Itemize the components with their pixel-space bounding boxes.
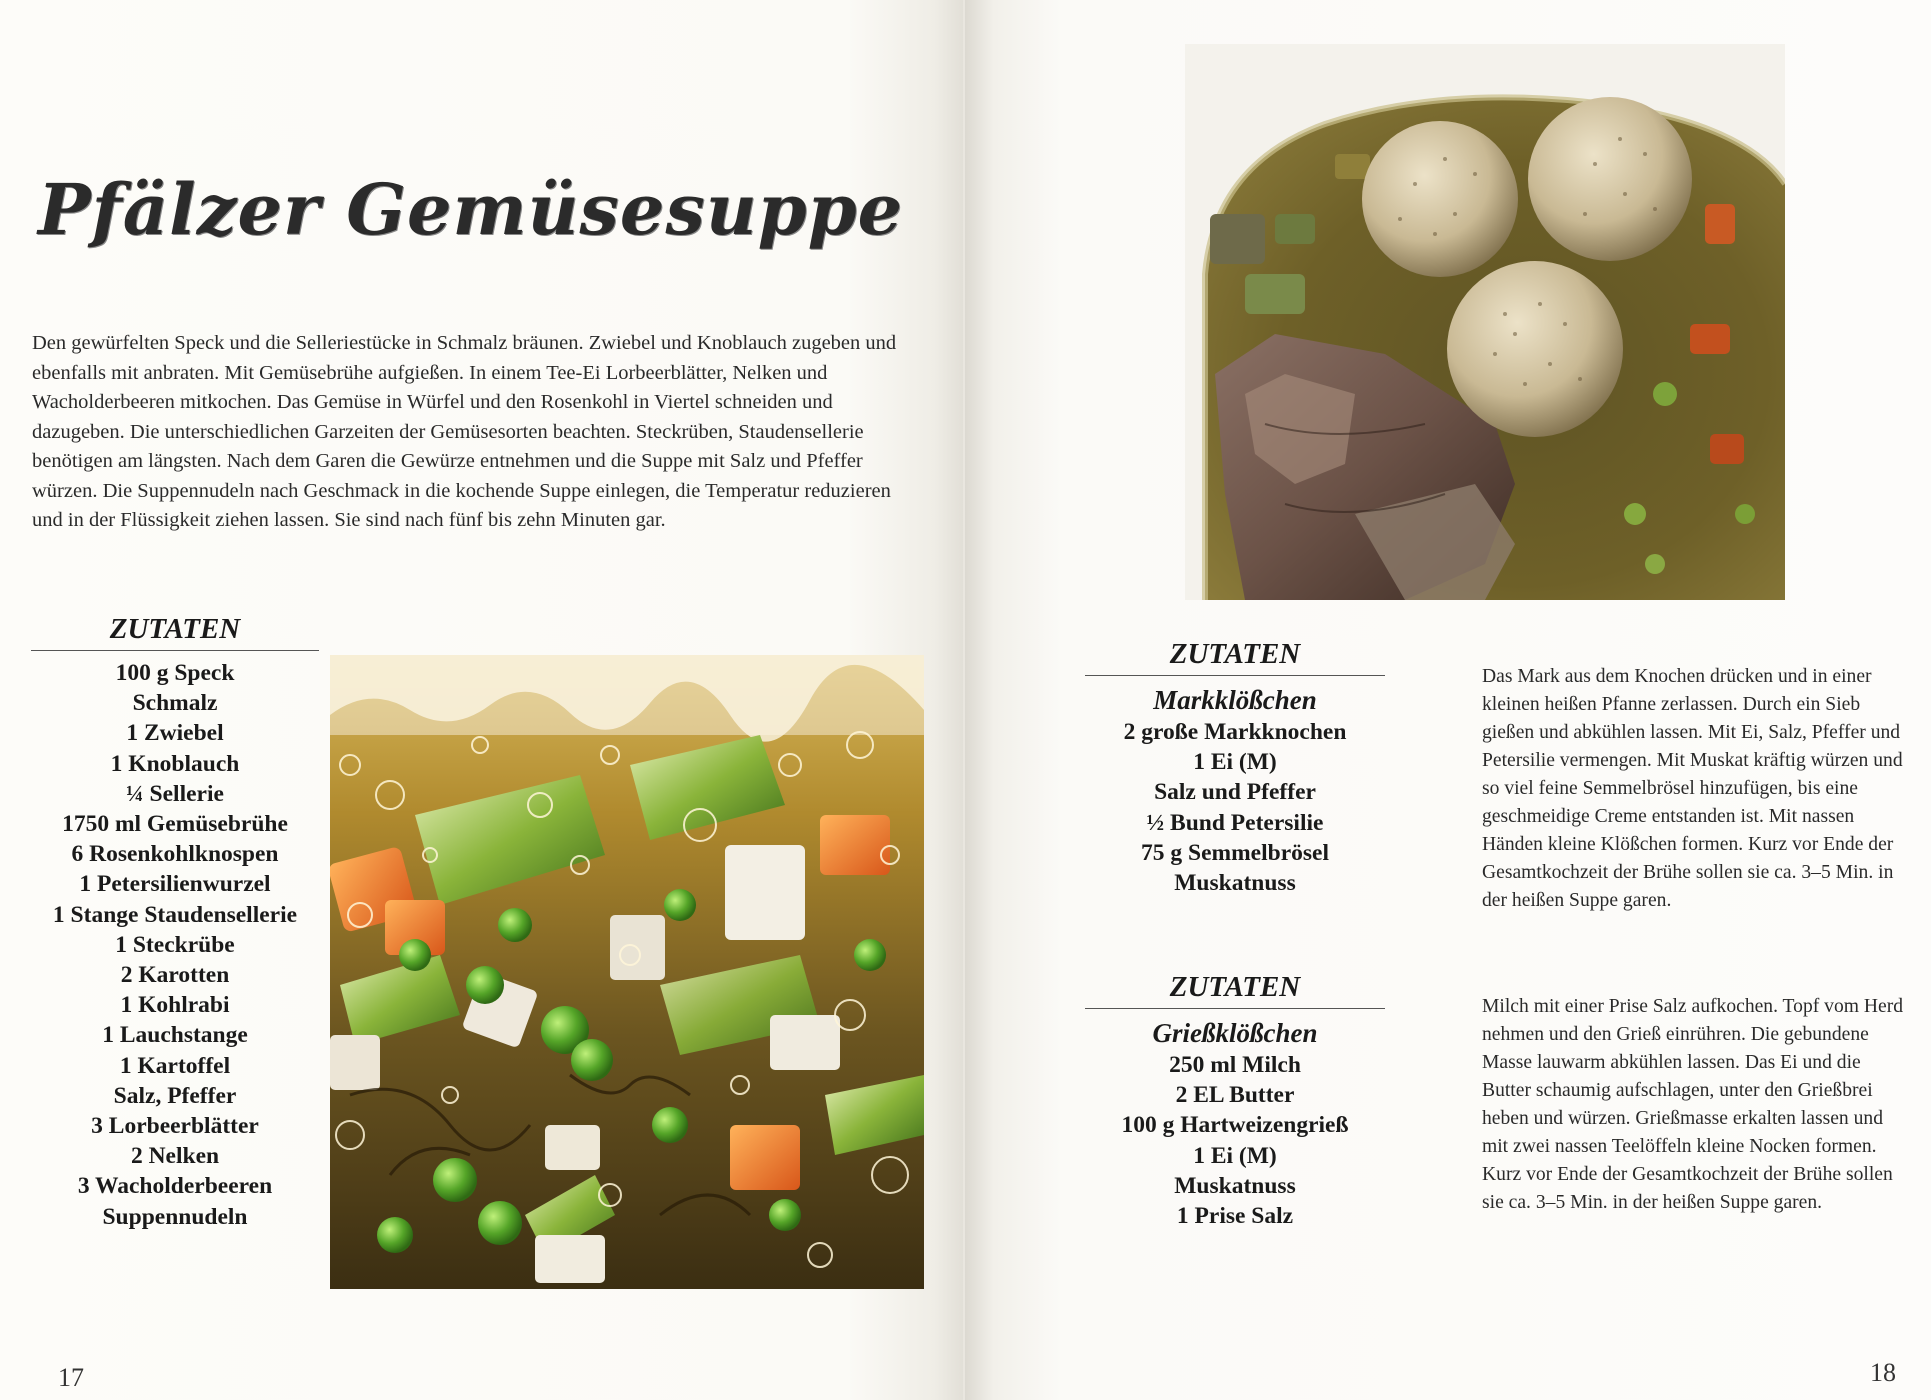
- ingredient-item: 1 Kartoffel: [119, 1052, 231, 1079]
- ingredient-item: 6 Rosenkohlknospen: [71, 841, 279, 868]
- ingredient-item: 1 Knoblauch: [110, 750, 240, 777]
- ingredient-item: Salz und Pfeffer: [1154, 779, 1316, 806]
- page-number-left: 17: [58, 1363, 84, 1392]
- ingredient-item: 1 Steckrübe: [115, 931, 235, 958]
- ingredients-subheading: Grießklößchen: [1152, 1018, 1318, 1048]
- ingredients-heading: ZUTATEN: [1085, 969, 1385, 1009]
- ingredient-item: 3 Lorbeerblätter: [91, 1113, 259, 1140]
- page-number-right: 18: [1870, 1358, 1896, 1387]
- ingredients-griesskloesschen: [1085, 969, 1385, 1231]
- ingredient-item: 1 Petersilienwurzel: [79, 871, 271, 898]
- ingredient-item: Muskatnuss: [1174, 870, 1296, 897]
- method-griesskloesschen: Milch mit einer Prise Salz aufkochen. Topf vom Herd nehmen und den Grieß einrühren. Die gebundene Masse lauwarm abkühlen lassen. Das Ei und die Butter schaumig aufschlagen, unter den Grießbrei heben und würzen. Grießmasse erkalten lassen und mit zwei nassen Teelöffeln kleine Nocken formen. Kurz vor Ende der Gesamtkochzeit der Brühe sollen sie ca. 3–5 Min. in der heißen Suppe garen.: [1482, 996, 1904, 1213]
- ingredient-item: Salz, Pfeffer: [113, 1082, 237, 1109]
- ingredients-subheading: Markklößchen: [1153, 685, 1317, 715]
- ingredient-item: 75 g Semmelbrösel: [1141, 839, 1329, 866]
- ingredient-item: 250 ml Milch: [1169, 1052, 1301, 1078]
- ingredient-item: 2 Nelken: [130, 1143, 220, 1170]
- ingredient-item: 2 Karotten: [120, 962, 230, 989]
- ingredients-list: [31, 658, 319, 1232]
- ingredient-item: 3 Wacholderbeeren: [77, 1173, 273, 1200]
- ingredient-item: 1 Ei (M): [1193, 749, 1277, 776]
- ingredients-markkloesschen: [1085, 636, 1385, 898]
- ingredient-item: Suppennudeln: [102, 1203, 248, 1230]
- ingredients-heading: ZUTATEN: [31, 611, 319, 651]
- ingredient-item: 1750 ml Gemüsebrühe: [62, 811, 288, 838]
- vegetable-broth-photo: [330, 655, 924, 1289]
- dumpling-soup-photo: [1185, 44, 1785, 600]
- ingredient-item: Muskatnuss: [1174, 1172, 1296, 1199]
- ingredient-item: Schmalz: [132, 690, 218, 717]
- ingredient-item: 1 Ei (M): [1193, 1142, 1277, 1169]
- ingredients-list: [1085, 717, 1385, 898]
- ingredients-list: [1085, 1050, 1385, 1231]
- ingredient-item: 1 Kohlrabi: [120, 992, 230, 1019]
- right-page: [965, 0, 1931, 1400]
- ingredient-item: 1 Zwiebel: [126, 720, 224, 747]
- recipe-title: Pfälzer Gemüsesuppe: [38, 168, 904, 251]
- ingredient-item: 100 g Speck: [115, 660, 235, 686]
- ingredient-item: 2 große Markknochen: [1123, 719, 1347, 745]
- ingredients-heading: ZUTATEN: [1085, 636, 1385, 676]
- ingredient-item: ¼ Sellerie: [126, 780, 224, 807]
- ingredient-item: 1 Prise Salz: [1176, 1203, 1294, 1230]
- ingredient-item: 1 Stange Staudensellerie: [52, 901, 298, 928]
- recipe-intro-text: Den gewürfelten Speck und die Selleriestücke in Schmalz bräunen. Zwiebel und Knoblauch zugeben und ebenfalls mit anbraten. Mit Gemüsebrühe aufgießen. In einem Tee-Ei Lorbeerblätter, Nelken und Wacholderbeeren mitkochen. Das Gemüse in Würfel und den Rosenkohl in Viertel schneiden und dazugeben. Die unterschiedlichen Garzeiten der Gemüsesorten beachten. Steckrüben, Staudensellerie benötigen am längsten. Nach dem Garen die Gewürze entnehmen und die Suppe mit Salz und Pfeffer würzen. Die Suppennudeln nach Geschmack in die kochende Suppe einlegen, die Temperatur reduzieren und in der Flüssigkeit ziehen lassen. Sie sind nach fünf bis zehn Minuten gar.: [32, 332, 897, 531]
- method-markkloesschen: Das Mark aus dem Knochen drücken und in einer kleinen heißen Pfanne zerlassen. Durch ein Sieb gießen und abkühlen lassen. Mit Ei, Salz, Pfeffer und Petersilie vermengen. Mit Muskat kräftig würzen und so viel feine Semmelbrösel hinzufügen, bis eine geschmeidige Creme entstanden ist. Mit nassen Händen kleine Klößchen formen. Kurz vor Ende der Gesamtkochzeit der Brühe sollen sie ca. 3–5 Min. in der heißen Suppe garen.: [1482, 666, 1903, 911]
- left-page: [0, 0, 963, 1400]
- ingredient-item: ½ Bund Petersilie: [1146, 809, 1324, 836]
- ingredient-item: 1 Lauchstange: [102, 1022, 248, 1049]
- ingredient-item: 100 g Hartweizengrieß: [1121, 1112, 1349, 1139]
- ingredient-item: 2 EL Butter: [1175, 1082, 1295, 1109]
- ingredients-soup: [31, 611, 319, 1232]
